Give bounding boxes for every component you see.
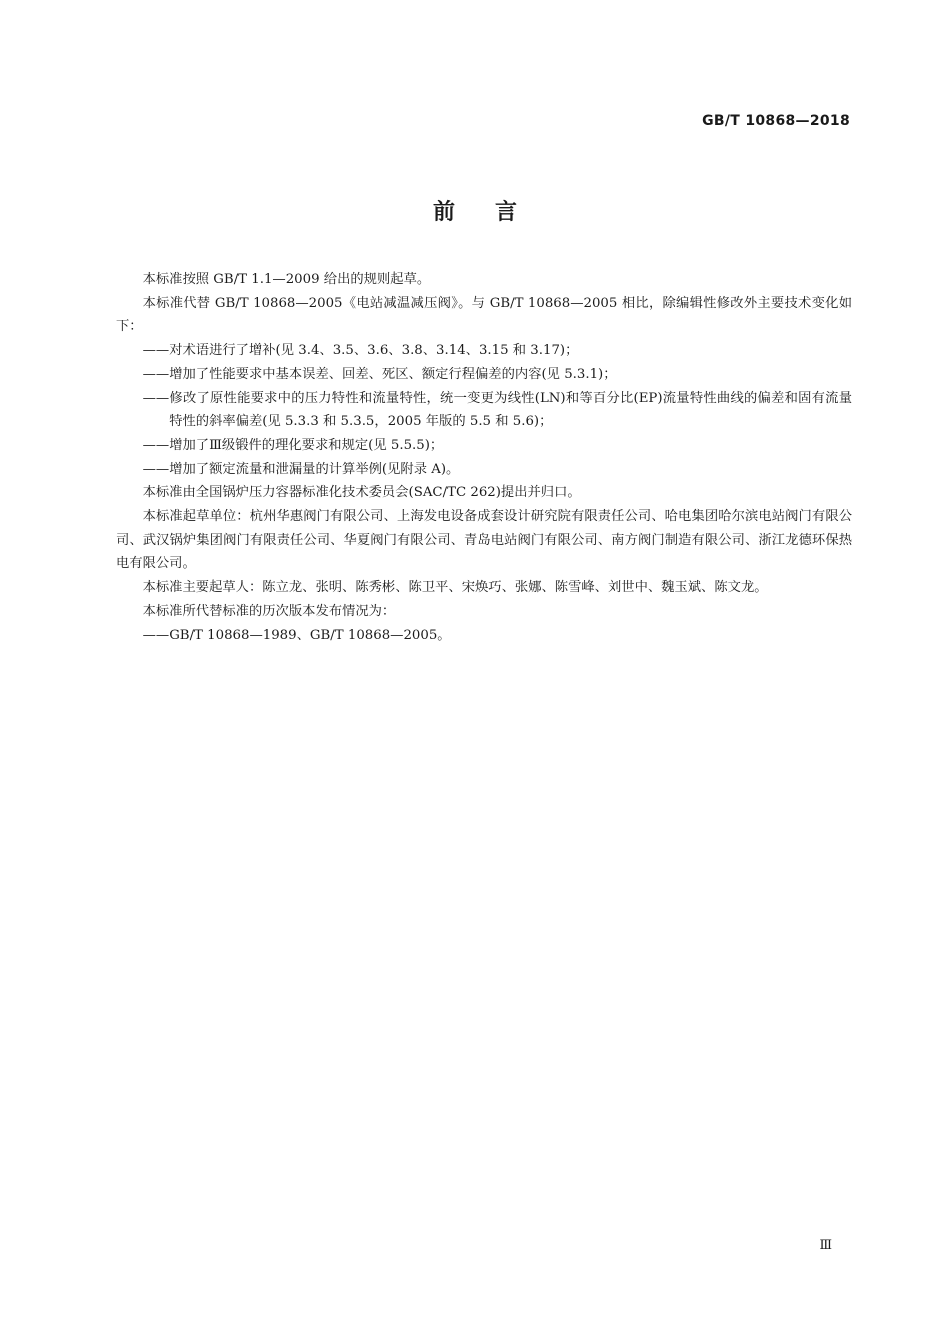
foreword-body xyxy=(116,268,852,647)
paragraph-drafters: 本标准主要起草人：陈立龙、张明、陈秀彬、陈卫平、宋焕巧、张娜、陈雪峰、刘世中、魏玉斌、陈文龙。 xyxy=(142,580,768,596)
paragraph-drafting-rules: 本标准按照 GB/T 1.1—2009 给出的规则起草。 xyxy=(142,272,431,287)
paragraph-drafting-units: 本标准起草单位：杭州华惠阀门有限公司、上海发电设备成套设计研究院有限责任公司、哈电集团哈尔滨电站阀门有限公司、武汉锅炉集团阀门有限责任公司、华夏阀门有限公司、青岛电站阀门有限公司、南方阀门制造有限公司、浙江龙德环保热电有限公司。 xyxy=(116,509,852,572)
change-item: ——增加了额定流量和泄漏量的计算举例(见附录 A)。 xyxy=(142,461,460,477)
paragraph-history-intro: 本标准所代替标准的历次版本发布情况为： xyxy=(142,603,396,619)
paragraph-proposer: 本标准由全国锅炉压力容器标准化技术委员会(SAC/TC 262)提出并归口。 xyxy=(142,485,581,501)
change-item: ——增加了性能要求中基本误差、回差、死区、额定行程偏差的内容(见 5.3.1)； xyxy=(142,366,617,382)
paragraph-replacement: 本标准代替 GB/T 10868—2005《电站减温减压阀》。与 GB/T 10868—2005 相比，除编辑性修改外主要技术变化如下： xyxy=(116,295,852,335)
change-item: ——增加了Ⅲ级锻件的理化要求和规定(见 5.5.5)； xyxy=(142,437,444,453)
standard-number: GB/T 10868—2018 xyxy=(702,113,850,129)
page-number: Ⅲ xyxy=(819,1238,832,1253)
change-item: ——修改了原性能要求中的压力特性和流量特性，统一变更为线性(LN)和等百分比(EP)流量特性曲线的偏差和固有流量特性的斜率偏差(见 5.3.3 和 5.3.5，2005 年版的 5.5 和 5.6)； xyxy=(142,390,852,430)
change-item: ——对术语进行了增补(见 3.4、3.5、3.6、3.8、3.14、3.15 和 3.17)； xyxy=(142,343,579,359)
history-item: ——GB/T 10868—1989、GB/T 10868—2005。 xyxy=(142,627,451,643)
page-title: 前言 xyxy=(432,200,557,225)
